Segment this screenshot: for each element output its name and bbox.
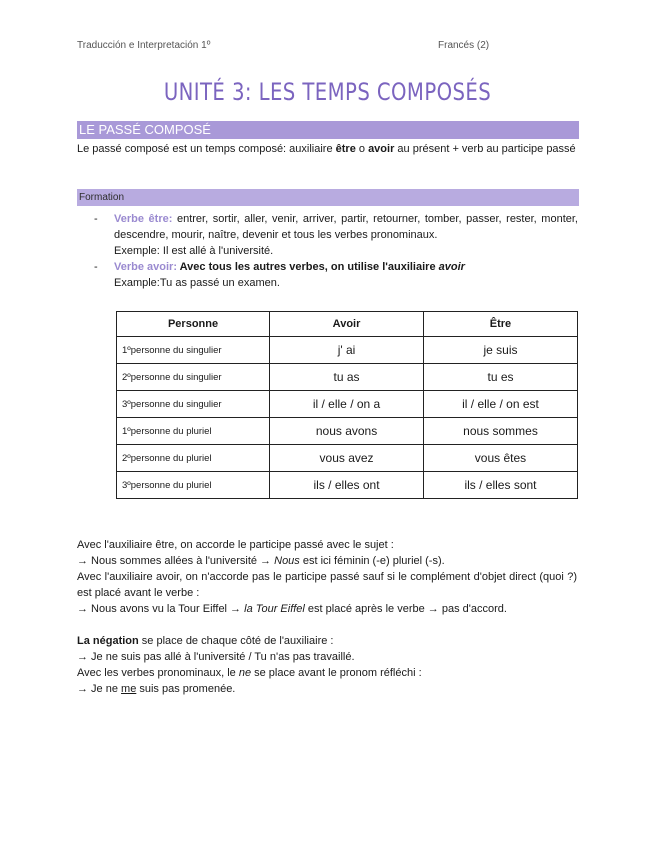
table-cell-avoir: il / elle / on a xyxy=(270,391,424,418)
table-cell-person: 1ºpersonne du pluriel xyxy=(117,418,270,445)
column-header-avoir: Avoir xyxy=(270,312,424,337)
table-row xyxy=(117,364,578,391)
bullet-dash: - xyxy=(94,213,98,225)
table-cell-etre: vous êtes xyxy=(423,445,577,472)
negation-line-2: → Je ne suis pas allé à l'université / Tu n'as pas travaillé. xyxy=(77,651,355,663)
table-row xyxy=(117,418,578,445)
negation-bold: La négation xyxy=(77,635,139,647)
negation-line-4a: → Je ne xyxy=(77,683,122,695)
note-line-1: Avec l'auxiliaire être, on accorde le participe passé avec le sujet : xyxy=(77,539,394,551)
note-line-2b: est ici féminin (-e) pluriel (-s). xyxy=(299,555,445,567)
table-cell-avoir: j' ai xyxy=(270,337,424,364)
negation-line-4b: suis pas promenée. xyxy=(136,683,236,695)
negation-line-3-em: ne xyxy=(238,667,252,679)
formation-list xyxy=(94,211,578,291)
table-cell-etre: je suis xyxy=(423,337,577,364)
table-cell-person: 2ºpersonne du pluriel xyxy=(117,445,270,472)
note-line-2a: → Nous sommes allées à l'université → xyxy=(77,555,275,567)
table-cell-etre: ils / elles sont xyxy=(423,472,577,499)
table-cell-avoir: tu as xyxy=(270,364,424,391)
page-title: UNITÉ 3: LES TEMPS COMPOSÉS xyxy=(163,78,492,106)
note-line-4-em: la Tour Eiffel xyxy=(244,603,305,615)
table-cell-avoir: nous avons xyxy=(270,418,424,445)
conjugation-table xyxy=(116,311,578,499)
table-cell-person: 3ºpersonne du singulier xyxy=(117,391,270,418)
avoir-word: avoir xyxy=(438,261,465,273)
note-line-2-em: Nous xyxy=(274,555,300,567)
intro-o: o xyxy=(355,143,369,155)
section-heading-passe-compose: LE PASSÉ COMPOSÉ xyxy=(77,121,579,139)
bullet-dash: - xyxy=(94,261,98,273)
negation-notes xyxy=(77,633,577,697)
etre-verbs: entrer, sortir, aller, venir, arriver, partir, retourner, tomber, passer, rester, monter, descendre, mourir, naître, devenir et tous les verbes pronominaux. xyxy=(114,213,578,241)
avoir-example: Example:Tu as passé un examen. xyxy=(114,277,280,289)
intro-text-b: au présent + verb au participe passé xyxy=(394,143,576,155)
etre-example: Exemple: Il est allé à l'université. xyxy=(114,245,274,257)
table-row xyxy=(117,337,578,364)
column-header-etre: Être xyxy=(423,312,577,337)
table-cell-etre: tu es xyxy=(423,364,577,391)
table-row xyxy=(117,445,578,472)
header-subject: Francés (2) xyxy=(438,40,490,51)
note-line-4a: → Nous avons vu la Tour Eiffel → xyxy=(77,603,245,615)
column-header-personne: Personne xyxy=(117,312,270,337)
table-cell-person: 1ºpersonne du singulier xyxy=(117,337,270,364)
header-course: Traducción e Interpretación 1º xyxy=(77,40,211,51)
table-row xyxy=(117,391,578,418)
section-heading-formation: Formation xyxy=(77,189,579,206)
avoir-label: Verbe avoir: xyxy=(114,261,177,273)
negation-line-3b: se place avant le pronom réfléchi : xyxy=(251,667,422,679)
negation-line-3a: Avec les verbes pronominaux, le xyxy=(77,667,239,679)
table-cell-etre: il / elle / on est xyxy=(423,391,577,418)
table-cell-person: 2ºpersonne du singulier xyxy=(117,364,270,391)
table-row xyxy=(117,472,578,499)
note-line-4b: est placé après le verbe → pas d'accord. xyxy=(304,603,507,615)
list-item-etre xyxy=(94,211,578,259)
agreement-notes xyxy=(77,537,577,617)
list-item-avoir xyxy=(94,259,578,291)
table-cell-avoir: ils / elles ont xyxy=(270,472,424,499)
intro-etre: être xyxy=(335,143,356,155)
negation-line-1: se place de chaque côté de l'auxiliaire : xyxy=(138,635,334,647)
table-cell-etre: nous sommes xyxy=(423,418,577,445)
table-header-row xyxy=(117,312,578,337)
intro-text-a: Le passé composé est un temps composé: auxiliaire xyxy=(77,143,336,155)
table-cell-person: 3ºpersonne du pluriel xyxy=(117,472,270,499)
negation-line-4-underlined: me xyxy=(121,683,137,695)
intro-avoir: avoir xyxy=(368,143,395,155)
table-cell-avoir: vous avez xyxy=(270,445,424,472)
etre-label: Verbe être: xyxy=(114,213,173,225)
avoir-text: Avec tous les autres verbes, on utilise l'auxiliaire xyxy=(176,261,439,273)
intro-paragraph xyxy=(77,141,577,157)
note-line-3: Avec l'auxiliaire avoir, on n'accorde pas le participe passé sauf si le complément d'objet direct (quoi ?) est placé avant le verbe : xyxy=(77,571,577,599)
